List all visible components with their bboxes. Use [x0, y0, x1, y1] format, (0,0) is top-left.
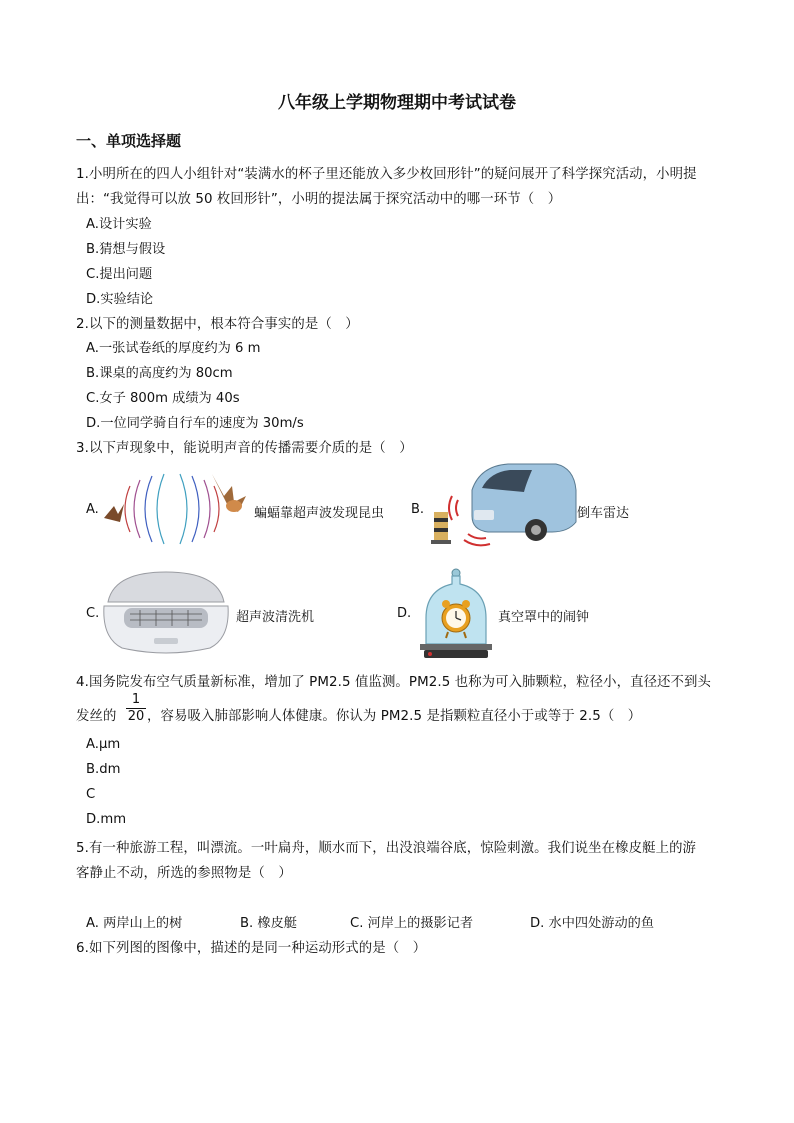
question-1-option-d: D.实验结论	[86, 292, 154, 307]
question-4-line-1: 4.国务院发布空气质量新标准，增加了 PM2.5 值监测。PM2.5 也称为可入肺颗粒，粒径小，直径还不到头	[76, 675, 712, 690]
fraction-denominator: 20	[127, 709, 145, 724]
question-5-option-d: D. 水中四处游动的鱼	[530, 916, 655, 931]
question-5-option-b: B. 橡皮艇	[240, 916, 297, 931]
question-4-line-2-prefix: 发丝的	[76, 709, 117, 724]
question-2-option-b: B.课桌的高度约为 80cm	[86, 366, 233, 381]
question-5-option-a: A. 两岸山上的树	[86, 916, 183, 931]
question-3-option-d-letter: D.	[397, 606, 412, 621]
question-2-option-d: D.一位同学骑自行车的速度为 30m/s	[86, 416, 304, 431]
bat-sonar-image	[100, 466, 250, 552]
question-4-option-a: A.µm	[86, 737, 121, 752]
question-4-line-2-suffix: ，容易吸入肺部影响人体健康。你认为 PM2.5 是指颗粒直径小于或等于 2.5（ ）	[147, 709, 642, 724]
fraction-one-twentieth	[126, 693, 146, 724]
ultrasonic-cleaner-image	[100, 568, 232, 654]
reversing-radar-image	[428, 460, 578, 550]
question-4-option-b: B.dm	[86, 762, 121, 777]
question-3-option-d-caption: 真空罩中的闹钟	[498, 610, 590, 625]
question-3-option-c-caption: 超声波清洗机	[236, 610, 315, 625]
fraction-numerator: 1	[131, 692, 141, 707]
section-heading: 一、单项选择题	[76, 132, 182, 150]
question-3-option-a-caption: 蝙蝠靠超声波发现昆虫	[254, 506, 385, 521]
question-1-line-2: 出：“我觉得可以放 50 枚回形针”，小明的提法属于探究活动中的哪一环节（ ）	[76, 192, 562, 207]
question-3-line-1: 3.以下声现象中，能说明声音的传播需要介质的是（ ）	[76, 441, 413, 456]
question-1-option-b: B.猜想与假设	[86, 242, 166, 257]
question-5-line-1: 5.有一种旅游工程，叫漂流。一叶扁舟，顺水而下，出没浪端谷底，惊险刺激。我们说坐在橡皮艇上的游	[76, 841, 697, 856]
bell-jar-clock-image	[418, 568, 494, 662]
question-5-option-c: C. 河岸上的摄影记者	[350, 916, 474, 931]
question-2-line-1: 2.以下的测量数据中，根本符合事实的是（ ）	[76, 317, 359, 332]
question-2-option-a: A.一张试卷纸的厚度约为 6 m	[86, 341, 261, 356]
question-2-option-c: C.女子 800m 成绩为 40s	[86, 391, 240, 406]
question-4-option-d: D.mm	[86, 812, 127, 827]
question-3-option-a-letter: A.	[86, 502, 99, 517]
question-1-line-1: 1.小明所在的四人小组针对“装满水的杯子里还能放入多少枚回形针”的疑问展开了科学探究活动，小明提	[76, 167, 697, 182]
question-6-line-1: 6.如下列图的图像中，描述的是同一种运动形式的是（ ）	[76, 941, 427, 956]
question-1-option-a: A.设计实验	[86, 217, 152, 232]
question-3-option-b-caption: 倒车雷达	[577, 506, 630, 521]
question-3-option-c-letter: C.	[86, 606, 100, 621]
question-1-option-c: C.提出问题	[86, 267, 153, 282]
question-4-option-c: C	[86, 787, 96, 802]
page-title: 八年级上学期物理期中考试试卷	[278, 93, 516, 113]
question-3-option-b-letter: B.	[411, 502, 425, 517]
question-5-line-2: 客静止不动，所选的参照物是（ ）	[76, 866, 292, 881]
